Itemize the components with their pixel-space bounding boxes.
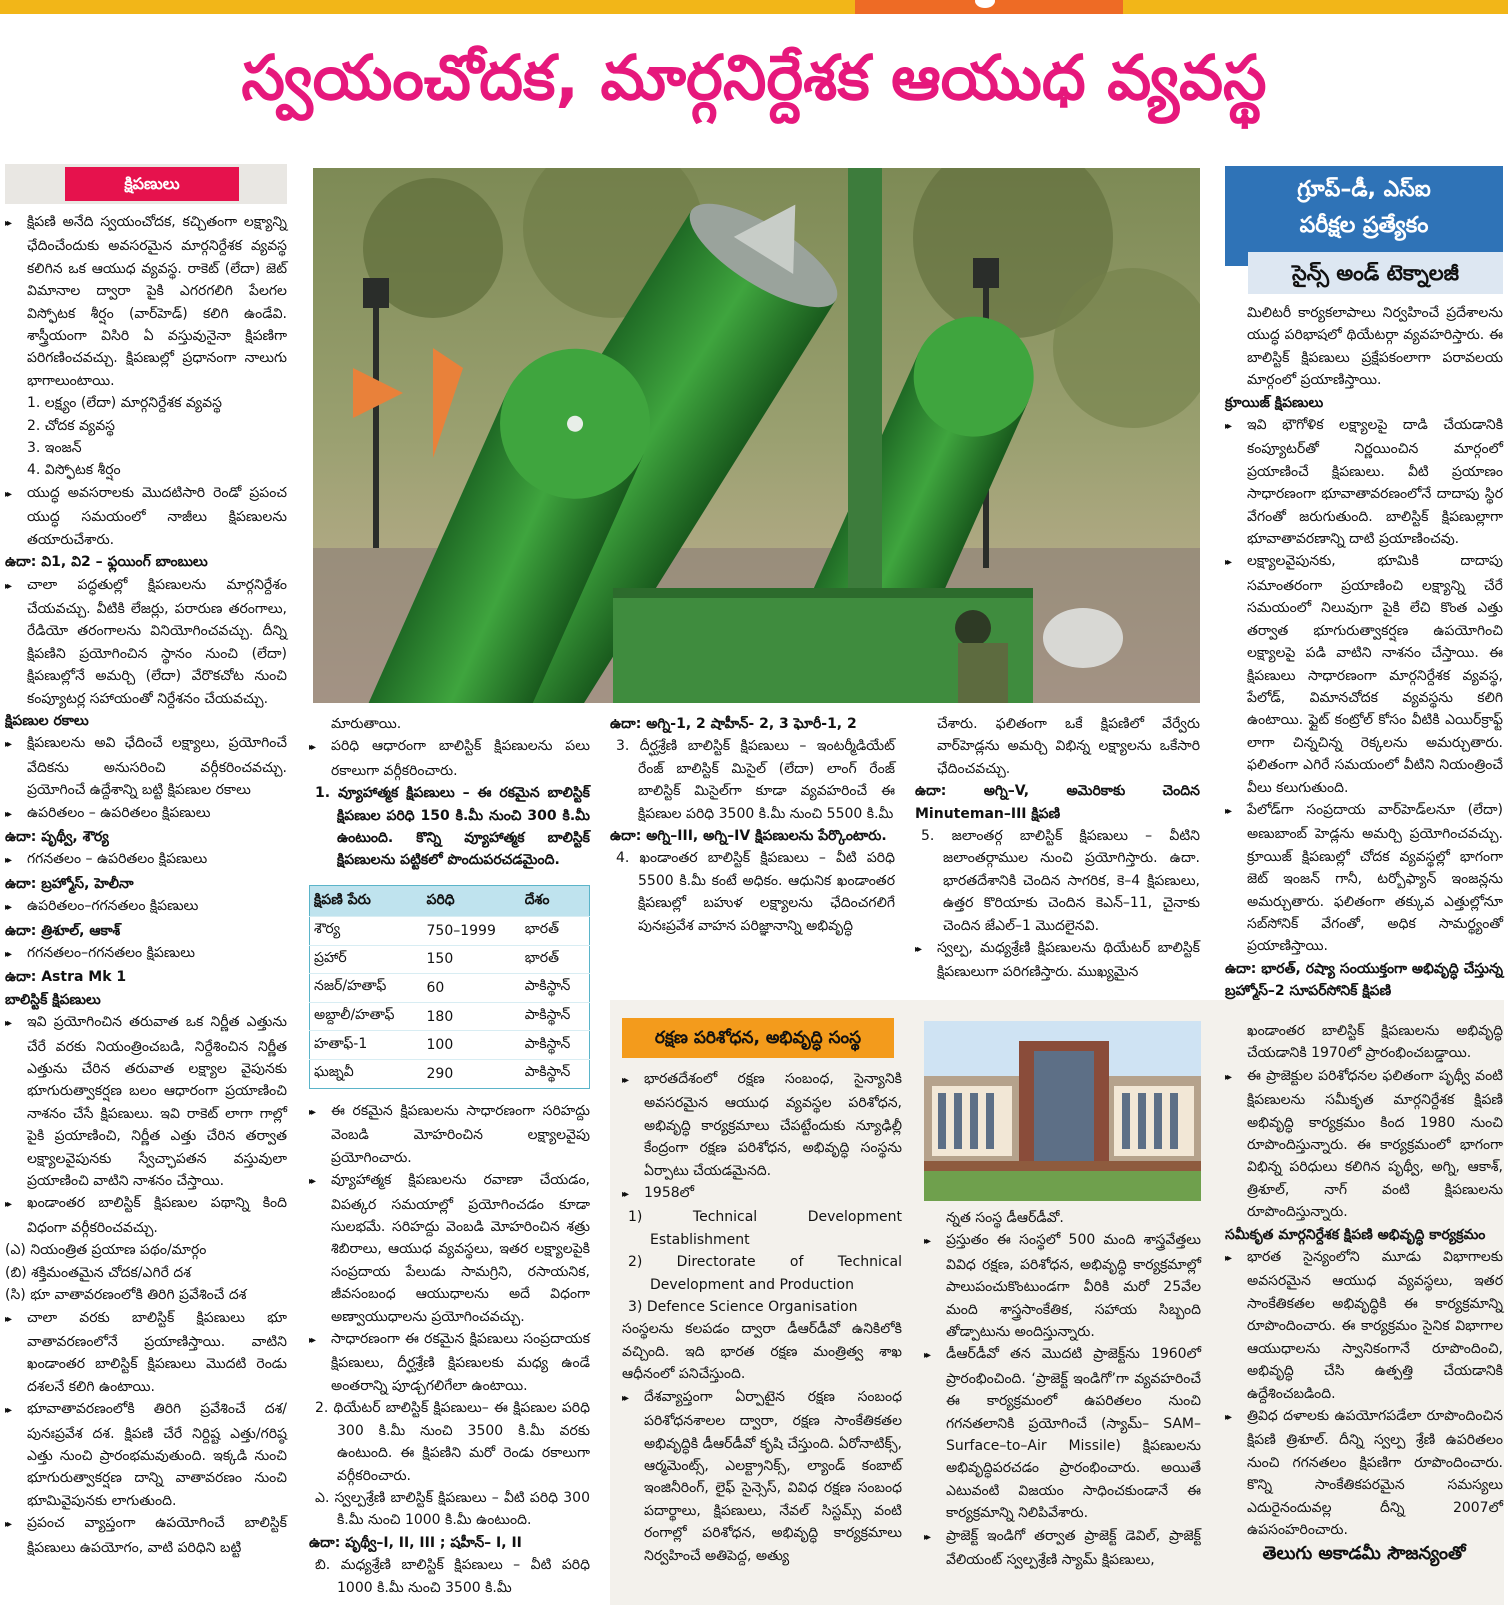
paragraph: 2. థియేటర్ బాలిస్టిక్ క్షిపణులు– ఈ క్షిపణుల పరిధి 300 కి.మీ నుంచి 3500 కి.మీ వరకు ఉంటుంది. ఈ క్షిపణిని మరో రెండు రకాలుగా వర్గీకరించారు.	[315, 1400, 590, 1484]
paragraph: ఖండాంతర బాలిస్టిక్ క్షిపణులను అభివృద్ధి చేయడానికి 1970లో ప్రారంభించబడ్డాయి.	[1247, 1023, 1503, 1062]
missile-photo-illustration	[313, 168, 1200, 703]
paragraph: ▸▸ భూవాతావరణంలోకి తిరిగి ప్రవేశించే దశ/పునఃప్రవేశ దశ. క్షిపణి చేరే నిర్దిష్ట ఎత్తు/గరిష్ఠ ఎత్తు నుంచి ప్రారంభమవుతుంది. ఇక్కడి నుంచి భూగురుత్వాకర్షణ దాన్ని వాతావరణం నుంచి భూమివైపునకు లాగుతుంది.	[5, 1398, 287, 1512]
table-cell: 180	[423, 1002, 521, 1031]
table-header: దేశం	[521, 886, 590, 917]
list-item: (బి) శక్తిమంతమైన చోదక/ఎగిరే దశ	[5, 1264, 191, 1281]
top-color-bar	[0, 0, 1508, 14]
list-item: 1. లక్ష్యం (లేదా) మార్గనిర్దేశక వ్యవస్థ	[27, 395, 222, 412]
table-cell: 150	[423, 945, 521, 974]
table-cell: నజర్/హతాఫ్	[310, 974, 423, 1003]
list-item: 3) Defence Science Organisation	[628, 1299, 858, 1316]
table-header-row	[310, 886, 590, 917]
banner-line-2: పరీక్షల ప్రత్యేకం	[1299, 213, 1429, 238]
article-column-1	[5, 211, 287, 1559]
paragraph: ▸▸ దేశవ్యాప్తంగా ఏర్పాటైన రక్షణ సంబంధ పరిశోధనశాలల ద్వారా, రక్షణ సాంకేతికతల అభివృద్ధికి డీఆర్‌డీవో కృషి చేస్తుంది. ఏరోనాటిక్స్, ఆర్మమెంట్స్, ఎలక్ట్రానిక్స్, ల్యాండ్ కంబాట్ ఇంజినీరింగ్, లైఫ్ సైన్సెస్, వివిధ రక్షణ సంబంధ పదార్థాలు, క్షిపణులు, నేవల్ సిస్టమ్స్ వంటి రంగాల్లో పరిశోధన, అభివృద్ధి కార్యక్రమాలు నిర్వహించే అతిపెద్ద, అత్యు	[622, 1386, 902, 1567]
paragraph: ▸▸ త్రివిధ దళాలకు ఉపయోగపడేలా రూపొందించిన క్షిపణి త్రిశూల్. దీన్ని స్వల్ప శ్రేణి ఉపరితలం నుంచి గగనతలం క్షిపణిగా రూపొందించారు. కొన్ని సాంకేతికపరమైన సమస్యలు ఎదురైనందువల్ల దీన్ని 2007లో ఉపసంహరించారు.	[1225, 1405, 1503, 1541]
table-cell: 60	[423, 974, 521, 1003]
drdo-column-1	[622, 1068, 902, 1567]
paragraph: ▸▸ లక్ష్యాలవైపునకు, భూమికి దాదాపు సమాంతరంగా ప్రయాణించి లక్ష్యాన్ని చేరే సమయంలో నిలువుగా పైకి లేచి కొంత ఎత్తు తర్వాత భూగురుత్వాకర్షణ ఉపయోగించి లక్ష్యాలపై పడి వాటిని నాశనం చేస్తాయి. ఈ క్షిపణులు సాధారణంగా మార్గనిర్దేశక వ్యవస్థ, పేలోడ్, విమానచోదక వ్యవస్థను కలిగి ఉంటాయి. ఫ్లైట్ కంట్రోల్ కోసం వీటికి ఎయిర్‌క్రాఫ్ట్ లాగా చిన్నచిన్న రెక్కలను అమర్చుతారు. ఫలితంగా ఎగిరే సమయంలో వీటిని నియంత్రించే వీలు కలుగుతుంది.	[1225, 550, 1503, 798]
table-cell: శౌర్య	[310, 917, 423, 946]
paragraph: ▸▸ గగనతలం – ఉపరితలం క్షిపణులు	[5, 848, 287, 872]
table-header: క్షిపణి పేరు	[310, 886, 423, 917]
list-item: 4. విస్ఫోటక శీర్షం	[27, 462, 121, 479]
subheading: సమీకృత మార్గనిర్దేశక క్షిపణి అభివృద్ధి కార్యక్రమం	[1225, 1226, 1486, 1243]
drdo-column-3	[1225, 1020, 1503, 1541]
sidebar-column	[1225, 302, 1503, 1003]
subheading: క్షిపణుల రకాలు	[5, 712, 89, 729]
table-cell: పాకిస్థాన్	[521, 1002, 590, 1031]
paragraph: ▸▸ యుద్ధ అవసరాలకు మొదటిసారి రెండో ప్రపంచ యుద్ధ సమయంలో నాజీలు క్షిపణులను తయారుచేశారు.	[5, 482, 287, 551]
paragraph: ▸▸ ఇవి ప్రయోగించిన తరువాత ఒక నిర్ణీత ఎత్తును చేరే వరకు నియంత్రించబడి, నిర్దేశించిన నిర్ణీత ఎత్తును చేరిన తరువాత లక్ష్యాల వైపునకు భూగురుత్వాకర్షణ బలం ఆధారంగా ప్రయాణించి నాశనం చేసే క్షిపణులు. ఇవి రాకెట్ లాగా గాల్లో పైకి ప్రయాణించి, నిర్ణీత ఎత్తు చేరిన తర్వాత లక్ష్యాలవైపునకు స్వేచ్ఛాపతన వస్తువులా ప్రయాణించి వాటిని నాశనం చేస్తాయి.	[5, 1011, 287, 1192]
paragraph: చేశారు. ఫలితంగా ఒకే క్షిపణిలో వేర్వేరు వార్‌హెడ్లను అమర్చి విభిన్న లక్ష్యాలను ఒకేసారి ఛేదించవచ్చు.	[937, 716, 1200, 777]
example-line: ఉదా: భారత్, రష్యా సంయుక్తంగా అభివృద్ధి చేస్తున్న బ్రహ్మోస్–2 సూపర్‌సోనిక్ క్షిపణి	[1225, 960, 1503, 1000]
example-line: ఉదా: పృథ్వీ, శౌర్య	[5, 828, 109, 845]
list-item: 2) Directorate of Technical Development and Production	[628, 1254, 902, 1293]
subheading: బాలిస్టిక్ క్షిపణులు	[5, 991, 101, 1008]
paragraph: ▸▸ ప్రాజెక్ట్ ఇండిగో తర్వాత ప్రాజెక్ట్ డెవిల్, ప్రాజెక్ట్ వేలియంట్ స్వల్పశ్రేణి స్యామ్ క్షిపణులు,	[924, 1525, 1201, 1572]
table-cell: పాకిస్థాన్	[521, 1059, 590, 1088]
exam-special-banner	[1225, 166, 1503, 266]
table-cell: హతాఫ్-1	[310, 1031, 423, 1060]
table-row	[310, 1059, 590, 1088]
science-technology-heading: సైన్స్ అండ్ టెక్నాలజీ	[1248, 252, 1503, 294]
paragraph: ▸▸ ఉపరితలం – ఉపరితలం క్షిపణులు	[5, 802, 287, 826]
example-line: ఉదా: అగ్ని–III, అగ్ని–IV క్షిపణులను పేర్కొంటారు.	[610, 828, 887, 845]
example-line: ఉదా: పృథ్వీ–I, II, III ; షహీన్– I, II	[309, 1534, 522, 1551]
table-cell: ఘజ్నవీ	[310, 1059, 423, 1088]
paragraph: ▸▸ గగనతలం–గగనతలం క్షిపణులు	[5, 942, 287, 966]
paragraph: ▸▸ క్షిపణులను అవి ఛేదించే లక్ష్యాలు, ప్రయోగించే వేదికను అనుసరించి వర్గీకరించవచ్చు. ప్రయోగించే ఉద్దేశాన్ని బట్టి క్షిపణుల రకాలు	[5, 732, 287, 801]
paragraph: మారుతాయి.	[331, 716, 402, 732]
table-cell: ప్రహార్	[310, 945, 423, 974]
example-line: ఉదా: వి1, వి2 – ఫ్లయింగ్ బాంబులు	[5, 554, 208, 571]
paragraph: ▸▸ చాలా వరకు బాలిస్టిక్ క్షిపణులు భూ వాతావరణంలోనే ప్రయాణిస్తాయి. వాటిని ఖండాంతర బాలిస్టిక్ క్షిపణులు మొదటి రెండు దశలనే కలిగి ఉంటాయి.	[5, 1307, 287, 1399]
table-row	[310, 945, 590, 974]
paragraph: 3. దీర్ఘశ్రేణి బాలిస్టిక్ క్షిపణులు – ఇంటర్మీడియేట్ రేంజ్ బాలిస్టిక్ మిసైల్ (లేదా) లాంగ్ రేంజ్ బాలిస్టిక్ మిసైల్‌గా కూడా వ్యవహరించే ఈ క్షిపణుల పరిధి 3500 కి.మీ నుంచి 5500 కి.మీ	[616, 738, 895, 822]
paragraph: ▸▸ ఇవి భౌగోళిక లక్ష్యాలపై దాడి చేయడానికి కంప్యూటర్‌తో నిర్ణయించిన మార్గంలో ప్రయాణించే క్షిపణులు. వీటి ప్రయాణం సాధారణంగా భూవాతావరణంలోనే దాదాపు స్థిర వేగంతో జరుగుతుంది. బాలిస్టిక్ క్షిపణుల్లాగా భూవాతావరణాన్ని దాటి ప్రయాణించవు.	[1225, 414, 1503, 550]
building-illustration	[924, 1021, 1201, 1201]
tactical-missiles-table	[309, 885, 590, 1089]
paragraph: ఎ. స్వల్పశ్రేణి బాలిస్టిక్ క్షిపణులు – వీటి పరిధి 300 కి.మీ నుంచి 1000 కి.మీ ఉంటుంది.	[315, 1489, 590, 1529]
paragraph: సంస్థలను కలపడం ద్వారా డీఆర్‌డీవో ఉనికిలోకి వచ్చింది. ఇది భారత రక్షణ మంత్రిత్వ శాఖ ఆధీనంలో పనిచేస్తుంది.	[622, 1321, 902, 1383]
table-cell: భారత్	[521, 917, 590, 946]
paragraph: ▸▸ ఉపరితలం–గగనతలం క్షిపణులు	[5, 895, 287, 919]
article-column-3	[610, 713, 895, 937]
missile-launcher-photo	[313, 168, 1200, 703]
example-line: ఉదా: బ్రహ్మోస్, హెలీనా	[5, 875, 134, 892]
telugu-academy-credit: తెలుగు అకాడమీ సౌజన్యంతో	[1262, 1543, 1466, 1564]
table-cell: అబ్దాలీ/హతాఫ్	[310, 1002, 423, 1031]
example-line: ఉదా: అగ్ని-1, 2 షాహీన్- 2, 3 ఘోరీ-1, 2	[610, 716, 857, 732]
missiles-tag-box	[5, 164, 287, 204]
table-cell: పాకిస్థాన్	[521, 974, 590, 1003]
paragraph: ▸▸ పేలోడ్‌గా సంప్రదాయ వార్‌హెడ్‌లనూ (లేదా) అణుబాంబ్ హెడ్లను అమర్చి ప్రయోగించవచ్చు. క్రూయిజ్ క్షిపణుల్లో చోదక వ్యవస్థల్లో భాగంగా జెట్ ఇంజన్ గానీ, టర్బోఫ్యాన్ ఇంజన్లను అమర్చుతారు. ఫలితంగా తక్కువ ఎత్తుల్లోనూ సబ్‌సోనిక్ వేగంతో, అధిక సామర్థ్యంతో ప్రయాణిస్తాయి.	[1225, 799, 1503, 958]
paragraph: ▸▸ భారతదేశంలో రక్షణ సంబంధ, సైన్యానికి అవసరమైన ఆయుధ వ్యవస్థల పరిశోధన, అభివృద్ధి కార్యక్రమాలు చేపట్టేందుకు న్యూఢిల్లీ కేంద్రంగా రక్షణ పరిశోధన, అభివృద్ధి సంస్థను ఏర్పాటు చేయడమైనది.	[622, 1068, 902, 1182]
list-item: (ఎ) నియంత్రిత ప్రయాణ పథం/మార్గం	[5, 1242, 207, 1259]
paragraph: ▸▸ ఖండాంతర బాలిస్టిక్ క్షిపణుల పథాన్ని కింది విధంగా వర్గీకరించవచ్చు.	[5, 1192, 287, 1239]
paragraph: ▸▸ డీఆర్‌డీవో తన మొదటి ప్రాజెక్ట్‌ను 1960లో ప్రారంభించింది. ‘ప్రాజెక్ట్ ఇండిగో’గా వ్యవహరించే ఈ కార్యక్రమంలో ఉపరితలం నుంచి గగనతలానికి ప్రయోగించే (స్యామ్– SAM– Surface–to–Air Missile) క్షిపణులను అభివృద్ధిపరచడం ప్రారంభించారు. అయితే ఎటువంటి విజయం సాధించకుండానే ఈ కార్యక్రమాన్ని నిలిపివేశారు.	[924, 1343, 1201, 1524]
paragraph: ▸▸ ప్రపంచ వ్యాప్తంగా ఉపయోగించే బాలిస్టిక్ క్షిపణులు ఉపయోగం, వాటి పరిధిని బట్టి	[5, 1512, 287, 1559]
table-cell: పాకిస్థాన్	[521, 1031, 590, 1060]
paragraph: ▸▸ 1958లో	[622, 1182, 902, 1206]
table-cell: 290	[423, 1059, 521, 1088]
missiles-tag: క్షిపణులు	[65, 167, 239, 201]
paragraph: ▸▸ ఈ రకమైన క్షిపణులను సాధారణంగా సరిహద్దు వెంబడి మోహరించిన లక్ష్యాలవైపు ప్రయోగించారు.	[309, 1100, 590, 1169]
paragraph: 1. వ్యూహాత్మక క్షిపణులు – ఈ రకమైన బాలిస్టిక్ క్షిపణుల పరిధి 150 కి.మీ నుంచి 300 కి.మీ ఉంటుంది. కొన్ని వ్యూహాత్మక బాలిస్టిక్ క్షిపణులను పట్టికలో పొందుపరచడమైంది.	[315, 785, 590, 869]
example-line: ఉదా: త్రిశూల్, ఆకాశ్	[5, 922, 121, 939]
drdo-building-photo	[924, 1021, 1201, 1201]
paragraph: ▸▸ స్వల్ప, మధ్యశ్రేణి క్షిపణులను థియేటర్ బాలిస్టిక్ క్షిపణులుగా పరిగణిస్తారు. ముఖ్యమైన	[915, 937, 1200, 984]
paragraph: ▸▸ క్షిపణి అనేది స్వయంచోదక, కచ్చితంగా లక్ష్యాన్ని ఛేదించేందుకు అవసరమైన మార్గనిర్దేశక వ్యవస్థ కలిగిన ఒక ఆయుధ వ్యవస్థ. రాకెట్ (లేదా) జెట్ విమానాల ద్వారా పైకి ఎగరగలిగి పేలగల విస్ఫోటక శీర్షం (వార్‌హెడ్) కలిగి ఉండేవి. శాస్త్రీయంగా విసిరి ఏ వస్తువునైనా క్షిపణిగా పరిగణించవచ్చు. క్షిపణుల్లో ప్రధానంగా నాలుగు భాగాలుంటాయి.	[5, 211, 287, 392]
paragraph: 4. ఖండాంతర బాలిస్టిక్ క్షిపణులు – వీటి పరిధి 5500 కి.మీ కంటే అధికం. ఆధునిక ఖండాంతర క్షిపణుల్లో బహుళ లక్ష్యాలను ఛేదించగలిగే పునఃప్రవేశ వాహన పరిజ్ఞానాన్ని అభివృద్ధి	[616, 850, 895, 934]
table-row	[310, 917, 590, 946]
paragraph: ▸▸ భారత సైన్యంలోని మూడు విభాగాలకు అవసరమైన ఆయుధ వ్యవస్థలు, ఇతర సాంకేతికతల అభివృద్ధికి ఈ కార్యక్రమాన్ని రూపొందించారు. ఈ కార్యక్రమం సైనిక విభాగాల ఆయుధాలను స్వానికంగానే రూపొందించి, అభివృద్ధి చేసి ఉత్పత్తి చేయడానికి ఉద్దేశించబడింది.	[1225, 1246, 1503, 1405]
paragraph: 5. జలాంతర్గ బాలిస్టిక్ క్షిపణులు – వీటిని జలాంతర్గాముల నుంచి ప్రయోగిస్తారు. ఉదా. భారతదేశానికి చెందిన సాగరిక, కె–4 క్షిపణులు, ఉత్తర కొరియాకు చెందిన కెఎన్–11, చైనాకు చెందిన జేఎల్–1 మొదలైనవి.	[921, 828, 1200, 934]
table-cell: భారత్	[521, 945, 590, 974]
table-row	[310, 1031, 590, 1060]
page-title: స్వయంచోదక, మార్గనిర్దేశక ఆయుధ వ్యవస్థ	[241, 41, 1267, 114]
list-item: (సి) భూ వాతావరణంలోకి తిరిగి ప్రవేశించే దశ	[5, 1287, 247, 1304]
subheading: క్రూయిజ్ క్షిపణులు	[1225, 394, 1324, 411]
article-column-2	[309, 713, 590, 872]
paragraph: ▸▸ ప్రస్తుతం ఈ సంస్థలో 500 మంది శాస్త్రవేత్తలు వివిధ రక్షణ, పరిశోధన, అభివృద్ధి కార్యక్రమాల్లో పాలుపంచుకొంటుండగా వీరికి మరో 25వేల మంది శాస్త్రసాంకేతిక, సహాయ సిబ్బంది తోడ్పాటును అందిస్తున్నారు.	[924, 1229, 1201, 1343]
paragraph: ▸▸ వ్యూహాత్మక క్షిపణులను రవాణా చేయడం, విపత్కర సమయాల్లో ప్రయోగించడం కూడా సులభమే. సరిహద్దు వెంబడి మోహరించిన శత్రు శిబిరాలు, ఆయుధ వ్యవస్థలు, ఇతర లక్ష్యాలపైకి సంప్రదాయ పేలుడు సామగ్రిని, రసాయనిక, జీవసంబంధ ఆయుధాలను అదే విధంగా అణ్వాయుధాలను ప్రయోగించవచ్చు.	[309, 1169, 590, 1328]
table-header: పరిధి	[423, 886, 521, 917]
list-item: 1) Technical Development Establishment	[628, 1209, 902, 1248]
article-column-2-continued	[309, 1100, 590, 1599]
table-row	[310, 974, 590, 1003]
drdo-column-2	[924, 1207, 1201, 1572]
paragraph: ▸▸ సాధారణంగా ఈ రకమైన క్షిపణులు సంప్రదాయక క్షిపణులు, దీర్ఘశ్రేణి క్షిపణులకు మధ్య ఉండే అంతరాన్ని పూడ్చగలిగేలా ఉంటాయి.	[309, 1328, 590, 1397]
table-cell: 100	[423, 1031, 521, 1060]
example-line: ఉదా: అగ్ని–V, అమెరికాకు చెందిన Minuteman–III క్షిపణి	[915, 783, 1200, 822]
example-line: ఉదా: Astra Mk 1	[5, 969, 127, 986]
table-row	[310, 1002, 590, 1031]
drdo-heading: రక్షణ పరిశోధన, అభివృద్ధి సంస్థ	[622, 1018, 894, 1058]
banner-line-1: గ్రూప్–డీ, ఎస్ఐ	[1297, 177, 1431, 202]
list-item: 2. చోదక వ్యవస్థ	[27, 417, 115, 434]
paragraph: ▸▸ పరిధి ఆధారంగా బాలిస్టిక్ క్షిపణులను పలు రకాలుగా వర్గీకరించారు.	[309, 735, 590, 782]
paragraph: న్నత సంస్థ డీఆర్‌డీవో.	[946, 1210, 1064, 1226]
list-item: 3. ఇంజన్	[27, 440, 82, 457]
paragraph: మిలిటరీ కార్యకలాపాలు నిర్వహించే ప్రదేశాలను యుద్ధ పరిభాషలో థియేటర్గా వ్యవహరిస్తారు. ఈ బాలిస్టిక్ క్షిపణులు ప్రక్షేపకంలాగా పరావలయ మార్గంలో ప్రయాణిస్తాయి.	[1247, 305, 1503, 389]
table-cell: 750–1999	[423, 917, 521, 946]
paragraph: బి. మధ్యశ్రేణి బాలిస్టిక్ క్షిపణులు – వీటి పరిధి 1000 కి.మీ నుంచి 3500 కి.మీ	[315, 1557, 590, 1596]
paragraph: ▸▸ చాలా పద్ధతుల్లో క్షిపణులను మార్గనిర్దేశం చేయవచ్చు. వీటికి లేజర్లు, పరారుణ తరంగాలు, రేడియో తరంగాలను వినియోగించవచ్చు. దీన్ని క్షిపణిని ప్రయోగించిన స్థానం నుంచి (లేదా) క్షిపణుల్లోనే అమర్చి (లేదా) వేరొకచోట నుంచి కంప్యూటర్ల సహాయంతో నిర్దేశనం చేయవచ్చు.	[5, 574, 287, 710]
article-column-4	[915, 713, 1200, 984]
paragraph: ▸▸ ఈ ప్రాజెక్టుల పరిశోధనల ఫలితంగా పృథ్వీ వంటి క్షిపణులను సమీకృత మార్గనిర్దేశక క్షిపణి అభివృద్ధి కార్యక్రమం కింద 1980 నుంచి రూపొందిస్తున్నారు. ఈ కార్యక్రమంలో భాగంగా విభిన్న పరిధులు కలిగిన పృథ్వీ, అగ్ని, ఆకాశ్, త్రిశూల్, నాగ్ వంటి క్షిపణులను రూపొందిస్తున్నారు.	[1225, 1065, 1503, 1224]
